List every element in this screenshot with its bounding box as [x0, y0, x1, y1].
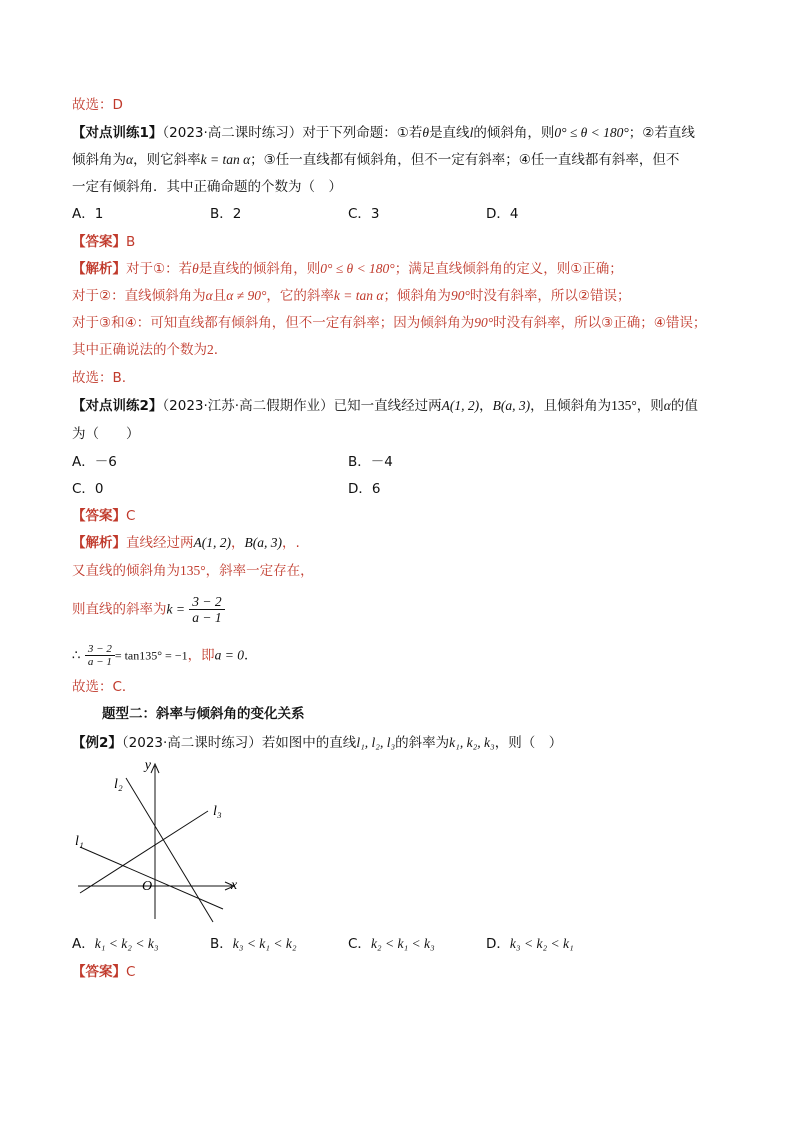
slope-fraction-small — [85, 643, 115, 668]
fraction-numerator: 3 − 2 — [85, 643, 115, 656]
analysis-text: 对于②：直线倾斜角为 — [72, 288, 206, 304]
count-value: 2 — [207, 342, 214, 357]
q2-answer — [72, 506, 135, 526]
q2-line-1 — [72, 396, 698, 416]
answer-value: C — [126, 508, 136, 524]
option-letter: C． — [348, 936, 371, 952]
q1-tag: 【对点训练1】 — [72, 125, 163, 141]
analysis-text: ，. — [282, 535, 300, 551]
slope-formula: k = tan α — [200, 152, 251, 167]
theta-symbol: θ — [192, 261, 199, 276]
q1-text: ，则它斜率 — [133, 152, 201, 168]
theta-symbol: θ — [422, 125, 430, 140]
angle-range: 0° ≤ θ < 180° — [320, 261, 395, 276]
q1-option-b: B．2 — [210, 206, 242, 222]
q1-option-a: A．1 — [72, 206, 104, 222]
analysis-tag: 【解析】 — [72, 261, 126, 277]
answer-tag: 【答案】 — [72, 508, 126, 524]
analysis-text: ，它的斜率 — [266, 288, 334, 304]
q1-analysis-1 — [72, 259, 623, 279]
q1-source: （2023·高二课时练习） — [162, 125, 303, 141]
slope-fraction — [189, 594, 224, 625]
prev-choice — [72, 95, 123, 115]
ex2-tag: 【例2】 — [72, 735, 122, 751]
analysis-text: 时没有斜率，所以②错误； — [469, 288, 631, 304]
choice-text: 故选：C． — [72, 679, 136, 695]
q1-answer — [72, 232, 135, 252]
q2-choice — [72, 677, 135, 697]
option-expression: k₂ < k₁ < k₃ — [370, 936, 435, 951]
ex2-text: ，则（ ） — [494, 735, 563, 751]
ex2-text: 若如图中的直线 — [261, 735, 357, 751]
alpha-symbol: α — [205, 288, 213, 303]
ex2-option-a — [72, 934, 159, 954]
analysis-text: 对于③和④：可知直线都有倾斜角，但不一定有斜率；因为倾斜角为 — [72, 315, 475, 331]
q2-text: ，且倾斜角为 — [530, 398, 612, 414]
q2-option-a: A．－6 — [72, 454, 117, 470]
q2-analysis-1 — [72, 533, 300, 553]
angle-135: 135° — [611, 398, 637, 413]
ex2-option-c — [348, 934, 435, 954]
q2-analysis-4 — [72, 643, 257, 668]
point-b: B(a, 3) — [492, 398, 531, 413]
q1-text: 是直线 — [429, 125, 470, 141]
ex2-text: 的斜率为 — [395, 735, 450, 751]
analysis-text: 直线经过两 — [126, 535, 194, 551]
lines-figure — [70, 756, 250, 926]
alpha-condition: α ≠ 90° — [226, 288, 267, 303]
q2-source: （2023·江苏·高二假期作业） — [162, 398, 334, 414]
analysis-text: 则直线的斜率为 — [72, 601, 167, 618]
analysis-text: 且 — [212, 288, 227, 304]
q1-text: ；③任一直线都有倾斜角，但不一定有斜率；④任一直线都有斜率，但不 — [250, 152, 680, 168]
analysis-text: ；满足直线倾斜角的定义，则①正确； — [394, 261, 623, 277]
q1-choice — [72, 368, 126, 388]
q1-text: 一定有倾斜角．其中正确命题的个数为（ ） — [72, 179, 342, 195]
q2-text: 已知一直线经过两 — [333, 398, 442, 414]
analysis-text: . — [213, 342, 219, 358]
q1-line-3 — [72, 177, 342, 197]
option-expression: k₃ < k₁ < k₂ — [232, 936, 297, 951]
ex2-option-d — [486, 934, 574, 954]
analysis-text: ． — [243, 647, 258, 664]
q2-text: ， — [479, 398, 493, 414]
line-l1 — [80, 847, 223, 909]
therefore-symbol: ∴ — [72, 647, 81, 664]
analysis-text: 是直线的倾斜角，则 — [198, 261, 321, 277]
q1-line-1 — [72, 123, 695, 143]
q1-line-2 — [72, 150, 679, 170]
option-expression: k₁ < k₂ < k₃ — [94, 936, 159, 951]
answer-value: B — [126, 234, 136, 250]
l3-label: l₃ — [213, 804, 222, 819]
angle-range: 0° ≤ θ < 180° — [554, 125, 629, 140]
tan-value: = tan135° = −1 — [114, 648, 188, 663]
slope-k: k = — [166, 601, 185, 617]
answer-tag: 【答案】 — [72, 234, 126, 250]
fraction-denominator: a − 1 — [192, 610, 222, 625]
angle-90: 90° — [450, 288, 470, 303]
q1-text: 倾斜角为 — [72, 152, 126, 168]
slopes-symbols: k₁, k₂, k₃ — [449, 735, 495, 750]
answer-tag: 【答案】 — [72, 964, 126, 980]
alpha-symbol: α — [126, 152, 134, 167]
point-a: A(1, 2) — [193, 535, 231, 550]
analysis-text: ，斜率一定存在， — [205, 563, 314, 579]
analysis-tag: 【解析】 — [72, 535, 126, 551]
q2-option-d: D．6 — [348, 481, 381, 497]
option-expression: k₃ < k₂ < k₁ — [509, 936, 574, 951]
q2-analysis-3 — [72, 594, 225, 625]
analysis-text: ， — [231, 535, 245, 551]
l1-label: l₁ — [75, 834, 84, 849]
line-l2 — [126, 778, 213, 922]
q1-analysis-3 — [72, 313, 706, 333]
point-a: A(1, 2) — [441, 398, 480, 413]
analysis-text: ，即 — [187, 647, 215, 664]
q2-option-b: B．－4 — [348, 454, 393, 470]
q2-text: ，则 — [636, 398, 664, 414]
q1-option-d: D．4 — [486, 206, 519, 222]
ex2-answer — [72, 962, 135, 982]
l2-label: l₂ — [114, 777, 123, 792]
q2-text: 的值 — [670, 398, 698, 414]
analysis-text: 时没有斜率，所以③正确；④错误； — [493, 315, 707, 331]
analysis-text: 又直线的倾斜角为 — [72, 563, 180, 579]
point-b: B(a, 3) — [244, 535, 282, 550]
option-letter: B． — [210, 936, 233, 952]
x-label: x — [231, 878, 238, 893]
choice-text: 故选：B. — [72, 370, 127, 386]
q2-analysis-2 — [72, 561, 314, 581]
lines-symbols: l₁, l₂, l₃ — [356, 735, 396, 750]
slope-formula: k = tan α — [333, 288, 384, 303]
ex2-source: （2023·高二课时练习） — [121, 735, 262, 751]
q1-text: ；②若直线 — [628, 125, 695, 141]
origin-label: O — [142, 879, 153, 894]
q2-tag: 【对点训练2】 — [72, 398, 163, 414]
q1-text: 的倾斜角，则 — [473, 125, 555, 141]
prev-choice-text: 故选：D — [72, 97, 123, 113]
section-heading: 题型二：斜率与倾斜角的变化关系 — [102, 706, 305, 722]
analysis-text: 其中正确说法的个数为 — [72, 342, 207, 358]
analysis-text: 对于①：若 — [126, 261, 193, 277]
option-letter: D． — [486, 936, 510, 952]
q2-text: 为（ ） — [72, 426, 140, 442]
y-label: y — [144, 758, 151, 773]
option-letter: A． — [72, 936, 95, 952]
alpha-symbol: α — [663, 398, 671, 413]
analysis-text: ；倾斜角为 — [383, 288, 451, 304]
q1-option-c: C．3 — [348, 206, 380, 222]
fraction-denominator: a − 1 — [87, 656, 112, 668]
q2-line-2 — [72, 424, 140, 444]
q1-analysis-2 — [72, 286, 630, 306]
answer-value: C — [126, 964, 136, 980]
angle-90: 90° — [474, 315, 494, 330]
line-symbol: l — [469, 125, 474, 140]
ex2-option-b — [210, 934, 297, 954]
a-value: a = 0 — [214, 647, 244, 663]
ex2-line-1 — [72, 733, 562, 753]
angle-135: 135° — [180, 563, 206, 578]
q2-option-c: C．0 — [72, 481, 104, 497]
q1-analysis-4 — [72, 340, 218, 360]
fraction-numerator: 3 − 2 — [189, 594, 224, 610]
q1-text: 对于下列命题：①若 — [302, 125, 423, 141]
